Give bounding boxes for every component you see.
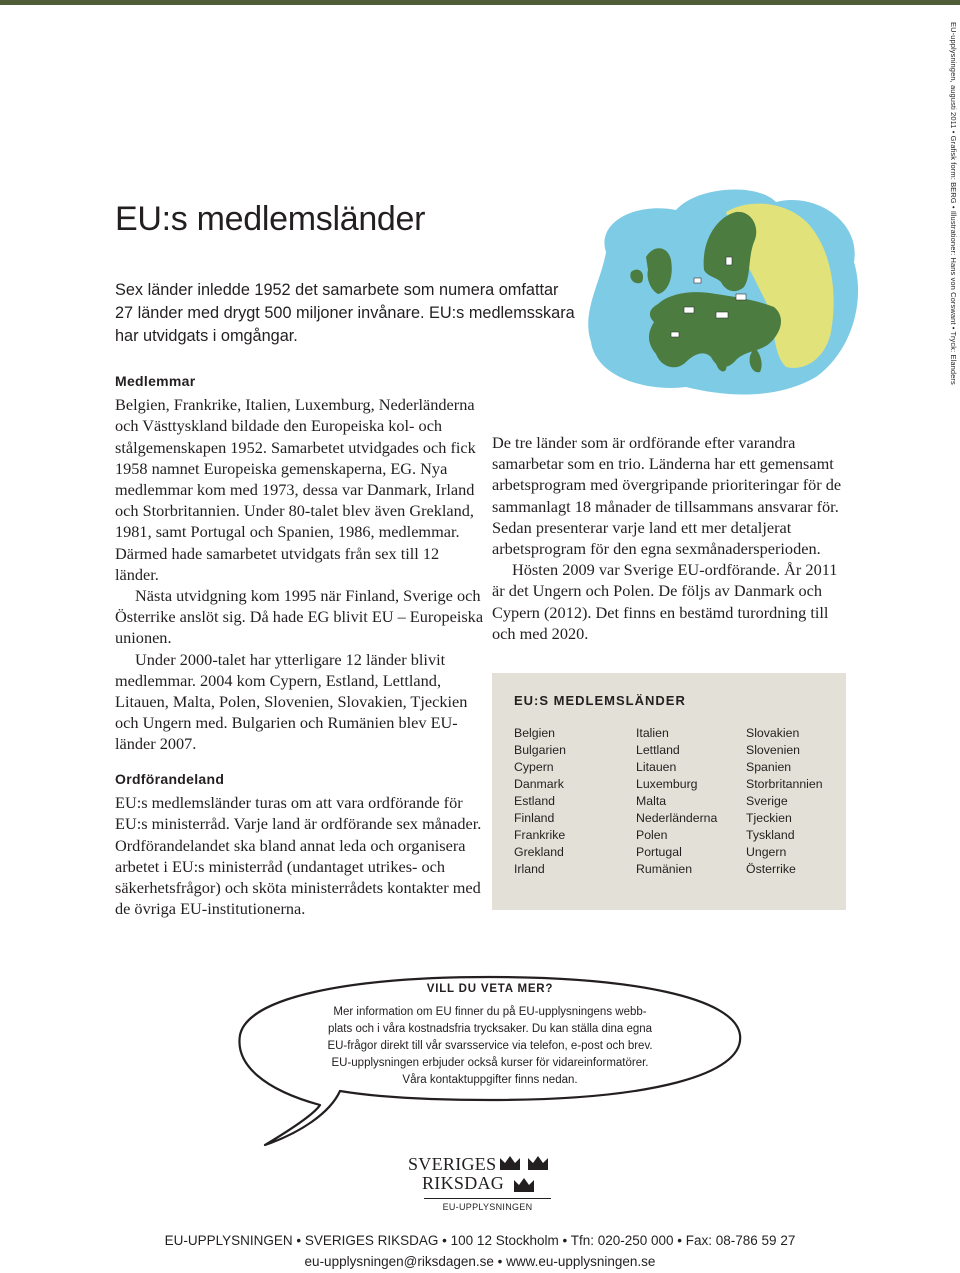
more-info-line: plats och i våra kostnadsfria trycksaker. Du kan ställa dina egna <box>327 1023 653 1035</box>
country-item: Tjeckien <box>746 811 792 825</box>
logo-subtitle: EU-UPPLYSNINGEN <box>442 1202 533 1212</box>
presidency-paragraph: EU:s medlemsländer turas om att vara ordförande för EU:s ministerråd. Varje land är ordförande sex månader. Ordförandelandet ska bland annat leda och organisera arbetet i EU:s ministerråd (undantaget utrikes- och säkerhetsfrågor) och sköta ministerrådets kontakter med de övriga EU-institutionerna. <box>115 793 482 919</box>
more-info-line: EU-frågor direkt till vår svarsservice via telefon, e-post och brev. <box>327 1040 653 1052</box>
intro <box>115 279 585 348</box>
side-credit <box>946 22 958 385</box>
intro-line: Sex länder inledde 1952 det samarbete som numera omfattar <box>115 281 559 299</box>
riksdag-logo <box>400 1150 560 1216</box>
europe-map-illustration <box>576 182 866 402</box>
members-paragraph: Belgien, Frankrike, Italien, Luxemburg, Nederländerna och Västtyskland bildade den Europeiska kol- och stålgemenskapen 1952. Samarbetet utvidgades och fick 1958 namnet Europeiska gemenskaperna, EG. Nya medlemmar kom med 1973, dessa var Danmark, Irland och Storbritannien. Under 80-talet blev även Grekland, 1981, samt Portugal och Spanien, 1986, medlemmar. Därmed hade samarbetet utvidgats från sex till 12 länder. <box>115 395 476 584</box>
country-item: Frankrike <box>514 828 566 842</box>
country-item: Irland <box>514 862 545 876</box>
country-item: Portugal <box>636 845 682 859</box>
country-item: Estland <box>514 794 556 808</box>
logo-line-sveriges: SVERIGES <box>408 1154 497 1174</box>
country-item: Sverige <box>746 794 788 808</box>
country-item: Tyskland <box>746 828 795 842</box>
country-column <box>746 725 823 878</box>
country-item: Rumänien <box>636 862 693 876</box>
country-column <box>636 725 717 878</box>
country-item: Malta <box>636 794 667 808</box>
country-item: Finland <box>514 811 555 825</box>
top-accent-bar <box>0 0 960 5</box>
members-heading: Medlemmar <box>115 373 196 389</box>
members-section <box>115 371 485 755</box>
country-item: Belgien <box>514 726 556 740</box>
country-item: Spanien <box>746 760 792 774</box>
country-item: Litauen <box>636 760 677 774</box>
country-item: Cypern <box>514 760 554 774</box>
presidency-heading: Ordförandeland <box>115 771 225 787</box>
three-crowns-icon <box>498 1152 554 1196</box>
more-info-line: Mer information om EU finner du på EU-upplysningens webb- <box>333 1006 647 1018</box>
country-item: Ungern <box>746 845 787 859</box>
more-info-title: VILL DU VETA MER? <box>426 983 554 995</box>
presidency-paragraph: Hösten 2009 var Sverige EU-ordförande. År 2011 är det Ungern och Polen. De följs av Danmark och Cypern (2012). Det finns en bestämd turordning till och med 2020. <box>492 560 838 643</box>
intro-line: 27 länder med drygt 500 miljoner invånare. EU:s medlemsskara <box>115 304 575 322</box>
presidency-paragraph: De tre länder som är ordförande efter varandra samarbetar som en trio. Länderna har ett gemensamt arbetsprogram med övergripande prioriteringar för de sammanlagt 18 månader de tillsammans ansvarar för. Sedan presenterar varje land ett mer detaljerat arbetsprogram för den egna sexmånadersperioden. <box>492 433 842 559</box>
member-box-title: EU:S MEDLEMSLÄNDER <box>514 693 686 708</box>
footer-web: eu-upplysningen@riksdagen.se • www.eu-upplysningen.se <box>304 1254 656 1269</box>
member-countries-box <box>492 673 846 910</box>
country-item: Grekland <box>514 845 564 859</box>
logo-divider <box>424 1198 551 1199</box>
members-paragraph: Under 2000-talet har ytterligare 12 länder blivit medlemmar. 2004 kom Cypern, Estland, Lettland, Litauen, Malta, Polen, Slovenien, Slovakien, Tjeckien och Ungern med. Bulgarien och Rumänien blev EU-länder 2007. <box>115 649 468 754</box>
footer-contact: EU-UPPLYSNINGEN • SVERIGES RIKSDAG • 100 12 Stockholm • Tfn: 020-250 000 • Fax: 08-786 59 27 <box>164 1233 796 1248</box>
side-credit-text: EU-upplysningen, augusti 2011 • Grafisk form: BERG • Illustrationer: Hans von Corswant • Tryck: Elanders <box>949 22 958 385</box>
country-item: Slovenien <box>746 743 801 757</box>
country-item: Nederländerna <box>636 811 718 825</box>
country-item: Lettland <box>636 743 680 757</box>
country-item: Luxemburg <box>636 777 698 791</box>
logo-line-riksdag: RIKSDAG <box>422 1173 505 1193</box>
country-item: Danmark <box>514 777 564 791</box>
country-item: Slovakien <box>746 726 800 740</box>
presidency-section <box>115 769 485 919</box>
presidency-continued <box>492 432 852 644</box>
more-info-text <box>290 1004 690 1089</box>
country-column <box>514 725 566 878</box>
members-paragraph: Nästa utvidgning kom 1995 när Finland, Sverige och Österrike anslöt sig. Då hade EG blivit EU – Europeiska unionen. <box>115 586 484 648</box>
country-item: Österrike <box>746 862 796 876</box>
europe-map-svg <box>576 182 866 402</box>
country-item: Storbritannien <box>746 777 823 791</box>
country-item: Polen <box>636 828 668 842</box>
more-info-line: Våra kontaktuppgifter finns nedan. <box>402 1074 578 1086</box>
intro-line: har utvidgats i omgångar. <box>115 327 298 345</box>
page-title: EU:s medlemsländer <box>115 200 426 238</box>
country-item: Italien <box>636 726 669 740</box>
more-info-line: EU-upplysningen erbjuder också kurser för vidareinformatörer. <box>331 1057 649 1069</box>
country-item: Bulgarien <box>514 743 566 757</box>
more-info-bubble <box>230 975 750 1150</box>
